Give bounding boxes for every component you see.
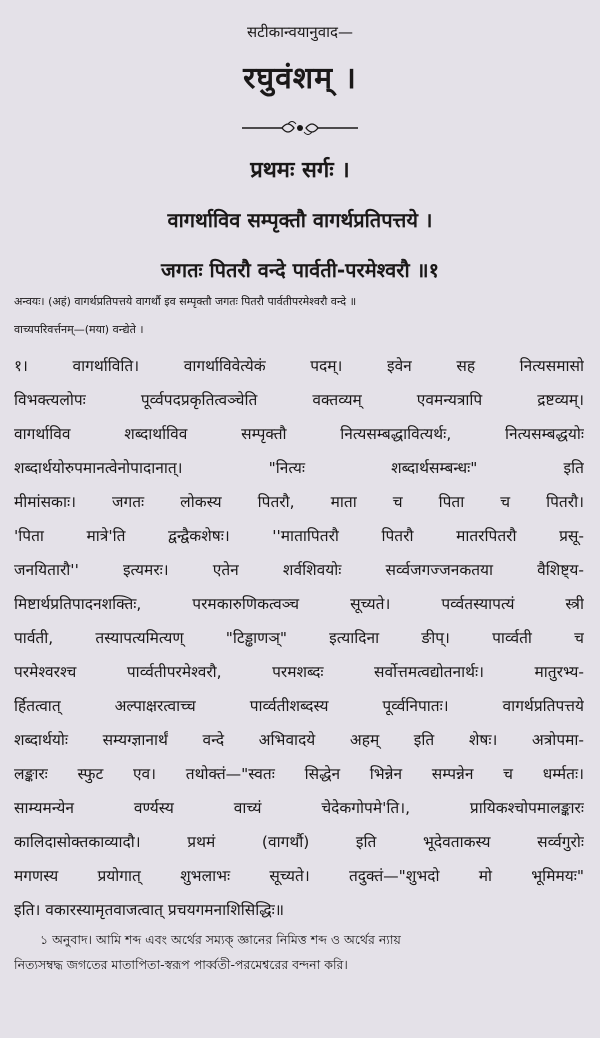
ornament-svg bbox=[0, 118, 600, 138]
commentary-line: र्हितत्वात् अल्पाक्षरत्वाच्च पार्व्वतीशब्दस्य पूर्व्वनिपातः। वागर्थप्रतिपत्तये bbox=[14, 697, 584, 715]
anvaya-line: अन्वयः। (अहं) वागर्थप्रतिपत्तये वागर्थौ इव सम्पृक्तौ जगतः पितरौ पार्वतीपरमेश्वरौ वन्दे ॥ bbox=[14, 295, 357, 308]
page-title: रघुवंशम् । bbox=[243, 61, 357, 96]
commentary-line: जनयितारौ'' इत्यमरः। एतेन शर्वशिवयोः सर्व्वजगज्जनकतया वैशिष्ट्य- bbox=[14, 561, 584, 579]
verse-line-1: वागर्थाविव सम्पृक्तौ वागर्थप्रतिपत्तये । bbox=[167, 208, 433, 232]
commentary-line: लङ्कारः स्फुट एव। तथोक्तं—"स्वतः सिद्धेन भिन्नेन सम्पन्नेन च धर्म्मतः। bbox=[14, 765, 584, 783]
commentary-line: परमेश्वरश्च पार्व्वतीपरमेश्वरौ, परमशब्दः सर्वोत्तमत्वद्योतनार्थः। मातुरभ्य- bbox=[14, 663, 584, 681]
commentary-line: विभक्त्यलोपः पूर्व्वपदप्रकृतित्वञ्चेति वक्तव्यम् एवमन्यत्रापि द्रष्टव्यम्। bbox=[14, 391, 584, 409]
commentary-line: 'पिता मात्रे'ति द्वन्द्वैकशेषः। ''मातापितरौ पितरौ मातरपितरौ प्रसू- bbox=[14, 527, 584, 545]
sarga-heading: प्रथमः सर्गः । bbox=[250, 158, 350, 183]
running-header: सटीकान्वयानुवाद— bbox=[247, 23, 353, 41]
verse-line-2: जगतः पितरौ वन्दे पार्वती-परमेश्वरौ ॥१ bbox=[160, 258, 439, 282]
footnote-line-1: ১ অনুবাদ। আমি শব্দ এবং অর্থের সম্যক্ জ্ঞানের নিমিত্ত শব্দ ও অর্থের ন্যায় bbox=[40, 932, 401, 947]
commentary-line: इति। वकारस्यामृतवाजत्वात् प्रचयगमनाशिसिद्धिः॥ bbox=[14, 901, 285, 919]
vacya-line: वाच्यपरिवर्त्तनम्—(मया) वन्द्येते । bbox=[14, 323, 144, 336]
commentary-line: शब्दार्थयोरुपमानत्वेनोपादानात्। "नित्यः शब्दार्थसम्बन्धः" इति bbox=[14, 459, 584, 477]
ornament-divider-icon bbox=[0, 118, 600, 138]
commentary-line: १। वागर्थाविति। वागर्थाविवेत्येकं पदम्। इवेन सह नित्यसमासो bbox=[14, 357, 584, 375]
commentary-line: मीमांसकाः। जगतः लोकस्य पितरौ, माता च पिता च पितरौ। bbox=[14, 493, 584, 511]
commentary-line: कालिदासोक्तकाव्यादौ। प्रथमं (वागर्थौ) इति भूदेवताकस्य सर्व्वगुरोः bbox=[14, 833, 584, 851]
commentary-line: मिष्टार्थप्रतिपादनशक्तिः, परमकारुणिकत्वञ्च सूच्यते। पर्व्वतस्यापत्यं स्त्री bbox=[14, 595, 584, 613]
commentary-line: वागर्थाविव शब्दार्थाविव सम्पृक्तौ नित्यसम्बद्धावित्यर्थः, नित्यसम्बद्धयोः bbox=[14, 425, 584, 443]
commentary-line: साम्यमन्येन वर्ण्यस्य वाच्यं चेदेकगोपमे'ति।, प्रायिकश्चोपमालङ्कारः bbox=[14, 799, 584, 817]
commentary-line: पार्वती, तस्यापत्यमित्यण् "टिड्ढाणञ्" इत्यादिना ङीप्। पार्व्वती च bbox=[14, 629, 584, 647]
footnote-line-2: নিত্যসম্বদ্ধ জগতের মাতাপিতা-স্বরূপ পার্ব্বতী-পরমেশ্বরের বন্দনা করি। bbox=[14, 957, 348, 972]
commentary-line: मगणस्य प्रयोगात् शुभलाभः सूच्यते। तदुक्तं—"शुभदो मो भूमिमयः" bbox=[14, 867, 584, 885]
commentary-line: शब्दार्थयोः सम्यग्ज्ञानार्थं वन्दे अभिवादये अहम् इति शेषः। अत्रोपमा- bbox=[14, 731, 584, 749]
